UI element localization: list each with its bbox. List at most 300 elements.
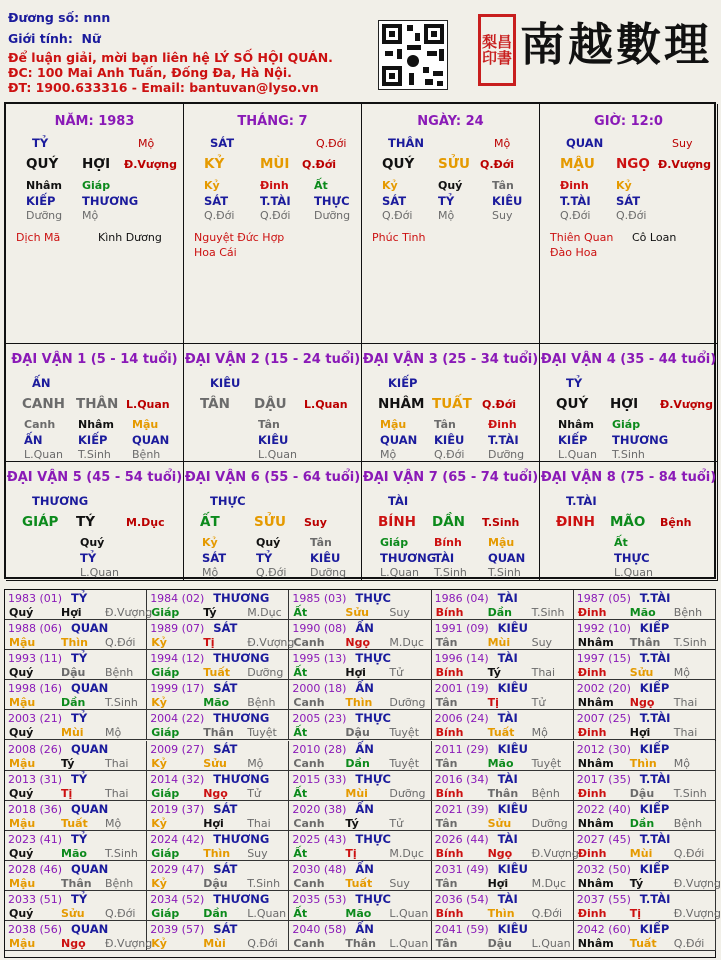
year-branch: Mùi xyxy=(61,726,84,740)
year-state: Q.Đới xyxy=(105,636,136,650)
dai-van-hidden-god: QUAN xyxy=(380,433,418,447)
dai-van-hidden-stem: Bính xyxy=(434,536,462,549)
star-1: Phúc Tinh xyxy=(372,231,426,244)
logo-text: 南越數理 xyxy=(520,18,713,71)
year-cell[interactable] xyxy=(289,620,431,650)
year-branch: Ngọ xyxy=(203,786,228,800)
year-god: KIẾP xyxy=(639,621,670,636)
hidden-stem: Quý xyxy=(438,179,463,192)
year-state: Thai xyxy=(531,666,556,680)
dai-van-branch: SỬU xyxy=(254,514,286,530)
year-cell[interactable] xyxy=(147,741,289,771)
year-branch: Dần xyxy=(629,816,655,830)
pillar-3 xyxy=(362,104,540,344)
dai-van-hidden-stem: Tân xyxy=(310,536,332,549)
year-cell[interactable] xyxy=(289,680,431,710)
year-god: TỶ xyxy=(71,711,88,726)
year-branch: Thân xyxy=(629,636,661,650)
year-state: Thai xyxy=(673,696,698,710)
year-state: Dưỡng xyxy=(247,666,284,680)
dai-van-7 xyxy=(362,462,540,581)
year-stem: Giáp xyxy=(151,907,180,920)
year-label: 2027 (45) xyxy=(576,832,631,846)
year-cell[interactable] xyxy=(289,650,431,680)
year-cell[interactable] xyxy=(432,801,574,831)
year-cell[interactable] xyxy=(5,861,147,891)
year-cell[interactable] xyxy=(432,771,574,801)
year-cell[interactable] xyxy=(5,741,147,771)
year-state: Q.Đới xyxy=(105,907,136,920)
year-cell[interactable] xyxy=(432,861,574,891)
dai-van-title: ĐẠI VẬN 5 (45 - 54 tuổi) xyxy=(6,470,183,485)
year-cell[interactable] xyxy=(5,680,147,710)
year-stem: Mậu xyxy=(9,876,36,890)
year-cell[interactable] xyxy=(574,921,716,951)
year-god: SÁT xyxy=(213,922,238,937)
hidden-stem: Giáp xyxy=(82,179,111,192)
dai-van-hidden-state: Mộ xyxy=(380,448,397,461)
year-stem: Kỷ xyxy=(151,876,167,890)
year-stem: Bính xyxy=(435,606,464,619)
pillar-stem-state: Mộ xyxy=(494,137,511,150)
hidden-god: SÁT xyxy=(204,194,229,208)
year-god: T.TÀI xyxy=(639,591,671,605)
year-cell[interactable] xyxy=(289,861,431,891)
year-god: KIÊU xyxy=(497,922,528,937)
year-label: 1990 (08) xyxy=(292,622,347,636)
dai-van-4 xyxy=(540,344,718,462)
year-branch: Thìn xyxy=(487,907,515,920)
year-state: Dưỡng xyxy=(531,816,568,830)
year-god: KIÊU xyxy=(497,801,528,816)
year-god: ẤN xyxy=(355,621,374,636)
dai-van-hidden-stem: Giáp xyxy=(380,536,409,549)
year-branch: Dần xyxy=(345,756,370,770)
year-cell[interactable] xyxy=(147,921,289,951)
year-stem: Quý xyxy=(9,726,34,740)
year-cell[interactable] xyxy=(574,741,716,771)
year-label: 2013 (31) xyxy=(8,772,63,786)
year-label: 2025 (43) xyxy=(292,832,347,846)
year-stem: Đinh xyxy=(577,846,607,860)
year-cell[interactable] xyxy=(147,831,289,861)
pillar-branch: HỢI xyxy=(82,156,111,172)
year-label: 2024 (42) xyxy=(150,832,205,846)
pillar-title: NGÀY: 24 xyxy=(417,114,484,129)
year-god: THƯƠNG xyxy=(213,591,270,605)
address-text: ĐC: 100 Mai Anh Tuấn, Đống Đa, Hà Nội. xyxy=(8,65,292,80)
dai-van-hidden-stem: Tân xyxy=(258,418,280,431)
hidden-god: THỰC xyxy=(314,194,350,208)
year-label: 1991 (09) xyxy=(434,622,489,636)
dai-van-hidden-stem: Mậu xyxy=(380,418,407,431)
dai-van-stem: BÍNH xyxy=(378,514,416,530)
year-state: Thai xyxy=(247,816,271,830)
year-cell[interactable] xyxy=(289,710,431,740)
year-branch: Ngọ xyxy=(61,937,86,951)
year-stem: Giáp xyxy=(151,846,180,860)
year-god: QUAN xyxy=(71,741,109,756)
year-state: Thai xyxy=(105,756,129,770)
dai-van-hidden-god: TÀI xyxy=(434,551,455,565)
year-state: M.Dục xyxy=(247,606,282,619)
year-cell[interactable] xyxy=(574,831,716,861)
year-stem: Kỷ xyxy=(151,816,167,830)
dai-van-8 xyxy=(540,462,718,581)
dai-van-god: T.TÀI xyxy=(566,494,597,508)
year-god: TÀI xyxy=(497,591,518,605)
year-cell[interactable] xyxy=(574,620,716,650)
year-label: 2041 (59) xyxy=(434,923,489,937)
hidden-state: Suy xyxy=(492,209,513,222)
dai-van-title: ĐẠI VẬN 2 (15 - 24 tuổi) xyxy=(184,352,361,367)
pillar-stem-god: QUAN xyxy=(566,136,604,150)
year-god: THỰC xyxy=(355,651,391,666)
dai-van-hidden-state: T.Sinh xyxy=(612,448,645,461)
year-cell[interactable] xyxy=(289,891,431,921)
pillars-grid xyxy=(4,102,716,579)
name-label: Đương số: nnn xyxy=(8,10,111,25)
year-state: Thai xyxy=(673,726,698,740)
year-god: KIẾP xyxy=(639,741,670,756)
year-label: 1984 (02) xyxy=(150,592,205,605)
star-1: Dịch Mã xyxy=(16,231,61,244)
year-branch: Mùi xyxy=(345,786,368,800)
pillar-branch: NGỌ xyxy=(616,156,650,172)
year-cell[interactable] xyxy=(574,891,721,921)
year-cell[interactable] xyxy=(147,891,289,921)
dai-van-hidden-state: L.Quan xyxy=(258,448,297,461)
year-state: Bệnh xyxy=(531,786,560,800)
dai-van-god: KIẾP xyxy=(388,376,418,390)
year-label: 1995 (13) xyxy=(292,652,347,666)
year-cell[interactable] xyxy=(147,590,289,620)
dai-van-hidden-state: T.Sinh xyxy=(78,448,111,461)
year-cell[interactable] xyxy=(147,680,289,710)
year-cell[interactable] xyxy=(289,801,431,831)
year-god: THỰC xyxy=(355,711,391,726)
dai-van-hidden-god: THƯƠNG xyxy=(612,433,669,447)
year-branch: Hợi xyxy=(61,606,82,619)
dai-van-stem: NHÂM xyxy=(378,396,425,412)
year-cell[interactable] xyxy=(5,650,147,680)
hidden-stem: Kỷ xyxy=(616,179,632,192)
year-stem: Mậu xyxy=(9,816,36,830)
year-label: 2007 (25) xyxy=(576,712,631,726)
dai-van-hidden-stem: Nhâm xyxy=(78,418,114,431)
dai-van-title: ĐẠI VẬN 4 (35 - 44 tuổi) xyxy=(540,352,717,367)
year-state: Đ.Vượng xyxy=(105,606,153,619)
year-stem: Canh xyxy=(293,636,325,650)
pillar-branch-status: Q.Đới xyxy=(302,158,337,171)
dai-van-hidden-state: Dưỡng xyxy=(310,566,347,579)
pillar-stem: QUÝ xyxy=(26,156,59,172)
year-cell[interactable] xyxy=(5,891,147,921)
year-god: QUAN xyxy=(71,621,109,636)
year-cell[interactable] xyxy=(147,710,289,740)
year-branch: Sửu xyxy=(345,606,369,619)
pillar-branch-status: Q.Đới xyxy=(480,158,515,171)
dai-van-title: ĐẠI VẬN 7 (65 - 74 tuổi) xyxy=(362,470,539,485)
year-label: 1997 (15) xyxy=(576,652,631,666)
year-stem: Giáp xyxy=(151,726,180,740)
year-cell[interactable] xyxy=(5,921,153,951)
yearly-luck-table xyxy=(4,589,721,958)
year-cell[interactable] xyxy=(574,801,716,831)
year-label: 2023 (41) xyxy=(8,832,63,846)
hidden-stem: Kỷ xyxy=(382,179,398,192)
year-cell[interactable] xyxy=(289,741,431,771)
year-stem: Giáp xyxy=(151,606,180,619)
year-cell[interactable] xyxy=(432,680,574,710)
year-branch: Thân xyxy=(61,876,92,890)
year-branch: Dậu xyxy=(487,937,512,951)
year-branch: Mùi xyxy=(487,636,511,650)
qr-code-icon[interactable] xyxy=(378,20,448,90)
year-label: 2039 (57) xyxy=(150,923,205,937)
year-branch: Mão xyxy=(487,756,514,770)
dai-van-stem: QUÝ xyxy=(556,396,589,412)
dai-van-hidden-god: T.TÀI xyxy=(488,433,519,447)
year-label: 1988 (06) xyxy=(8,622,63,636)
year-god: TÀI xyxy=(497,651,518,666)
year-state: M.Dục xyxy=(531,876,567,890)
year-cell[interactable] xyxy=(5,590,153,620)
year-state: Tuyệt xyxy=(247,726,277,740)
year-branch: Ngọ xyxy=(629,696,655,710)
year-cell[interactable] xyxy=(5,620,147,650)
year-label: 1994 (12) xyxy=(150,652,205,666)
year-stem: Nhâm xyxy=(577,696,614,710)
dai-van-hidden-state: Q.Đới xyxy=(256,566,287,579)
hidden-state: Q.Đới xyxy=(616,209,647,222)
year-god: ẤN xyxy=(355,741,374,756)
year-cell[interactable] xyxy=(574,590,716,620)
dai-van-god: THỰC xyxy=(210,494,246,508)
year-cell[interactable] xyxy=(574,710,716,740)
pillar-stem-god: SÁT xyxy=(210,136,235,150)
year-cell[interactable] xyxy=(432,921,574,951)
year-god: TỶ xyxy=(71,892,88,906)
dai-van-hidden-stem: Nhâm xyxy=(558,418,594,431)
year-cell[interactable] xyxy=(147,650,289,680)
year-cell[interactable] xyxy=(289,831,431,861)
star-1: Nguyệt Đức Hợp xyxy=(194,231,285,244)
year-branch: Mão xyxy=(203,696,230,710)
dai-van-hidden-stem: Mậu xyxy=(488,536,515,549)
year-god: QUAN xyxy=(71,922,109,937)
year-cell[interactable] xyxy=(5,801,147,831)
year-god: TỶ xyxy=(71,591,88,605)
year-cell[interactable] xyxy=(432,831,579,861)
dai-van-hidden-state: L.Quan xyxy=(380,566,419,579)
year-stem: Nhâm xyxy=(577,636,614,650)
dai-van-6 xyxy=(184,462,362,581)
year-branch: Ngọ xyxy=(487,846,513,860)
year-state: Đ.Vượng xyxy=(105,937,153,951)
year-stem: Mậu xyxy=(9,937,36,951)
dai-van-god: THƯƠNG xyxy=(32,494,89,508)
dai-van-hidden-stem: Mậu xyxy=(132,418,159,431)
year-cell[interactable] xyxy=(432,620,574,650)
year-cell[interactable] xyxy=(574,861,721,891)
year-state: Mộ xyxy=(247,756,264,770)
dai-van-stem: ĐINH xyxy=(556,514,595,530)
year-stem: Kỷ xyxy=(151,937,167,951)
pillar-branch: SỬU xyxy=(438,156,470,172)
year-state: Đ.Vượng xyxy=(673,907,721,920)
pillar-branch-status: Đ.Vượng xyxy=(658,158,712,171)
year-cell[interactable] xyxy=(147,801,289,831)
year-stem: Giáp xyxy=(151,666,180,680)
year-state: Thai xyxy=(105,786,129,800)
year-label: 2042 (60) xyxy=(576,923,631,937)
year-god: THỰC xyxy=(355,831,391,846)
hidden-stem: Đinh xyxy=(260,179,289,192)
year-god: T.TÀI xyxy=(639,771,671,786)
year-branch: Tuất xyxy=(487,726,515,740)
year-label: 1986 (04) xyxy=(434,592,489,605)
year-stem: Nhâm xyxy=(577,876,614,890)
year-state: L.Quan xyxy=(531,937,571,951)
year-cell[interactable] xyxy=(432,741,574,771)
year-state: Suy xyxy=(389,606,410,619)
year-branch: Sửu xyxy=(203,756,227,770)
year-label: 2014 (32) xyxy=(150,772,205,786)
year-state: Tuyệt xyxy=(531,756,562,770)
year-stem: Kỷ xyxy=(151,696,167,710)
year-god: T.TÀI xyxy=(639,831,671,846)
dai-van-hidden-god: KIÊU xyxy=(434,433,465,447)
year-cell[interactable] xyxy=(432,891,574,921)
year-branch: Sửu xyxy=(487,816,512,830)
year-label: 2029 (47) xyxy=(150,862,205,876)
year-label: 2004 (22) xyxy=(150,712,205,726)
year-cell[interactable] xyxy=(432,710,574,740)
year-state: Mộ xyxy=(531,726,548,740)
year-stem: Quý xyxy=(9,606,34,619)
year-god: THỰC xyxy=(355,591,391,605)
year-label: 2026 (44) xyxy=(434,832,489,846)
year-label: 2019 (37) xyxy=(150,802,205,816)
year-stem: Bính xyxy=(435,726,464,740)
year-god: T.TÀI xyxy=(639,711,671,726)
year-stem: Tân xyxy=(435,636,458,650)
dai-van-hidden-god: KIÊU xyxy=(258,433,289,447)
year-cell[interactable] xyxy=(289,921,431,951)
star-2: Cô Loan xyxy=(632,231,677,244)
dai-van-hidden-god: SÁT xyxy=(202,551,227,565)
year-cell[interactable] xyxy=(147,861,289,891)
year-god: SÁT xyxy=(213,681,238,696)
year-cell[interactable] xyxy=(147,771,289,801)
dai-van-god: TÀI xyxy=(388,494,409,508)
year-cell[interactable] xyxy=(289,590,431,620)
hidden-state: Dưỡng xyxy=(26,209,63,222)
pillar-4 xyxy=(540,104,718,344)
year-god: KIẾP xyxy=(639,861,670,876)
year-branch: Tuất xyxy=(345,876,373,890)
year-label: 2010 (28) xyxy=(292,742,347,756)
year-label: 1998 (16) xyxy=(8,682,63,696)
year-stem: Nhâm xyxy=(577,756,614,770)
dai-van-stem: CANH xyxy=(22,396,65,412)
star-2: Kình Dương xyxy=(98,231,162,244)
hidden-god: KIẾP xyxy=(26,194,56,208)
year-stem: Tân xyxy=(435,696,458,710)
year-label: 2031 (49) xyxy=(434,862,489,876)
dai-van-branch: TUẤT xyxy=(432,396,472,412)
dai-van-branch: HỢI xyxy=(610,396,639,412)
year-state: Dưỡng xyxy=(389,786,426,800)
year-cell[interactable] xyxy=(5,710,147,740)
phone-email-text[interactable]: ĐT: 1900.633316 - Email: bantuvan@lyso.vn xyxy=(8,80,319,95)
year-god: KIÊU xyxy=(497,861,528,876)
year-branch: Tý xyxy=(203,606,217,619)
year-stem: Quý xyxy=(9,907,34,920)
year-god: TÀI xyxy=(497,831,518,846)
year-label: 2037 (55) xyxy=(576,893,631,906)
year-stem: Ất xyxy=(293,606,308,619)
year-cell[interactable] xyxy=(432,650,574,680)
dai-van-5 xyxy=(6,462,184,581)
year-state: Mộ xyxy=(105,726,122,740)
year-stem: Đinh xyxy=(577,666,607,680)
year-cell[interactable] xyxy=(432,590,574,620)
year-label: 2000 (18) xyxy=(292,682,347,696)
dai-van-hidden-state: L.Quan xyxy=(80,566,119,579)
year-state: Q.Đới xyxy=(673,937,705,951)
pillar-title: THÁNG: 7 xyxy=(237,114,308,129)
year-branch: Thân xyxy=(345,937,376,951)
year-god: TÀI xyxy=(497,771,518,786)
pillar-1 xyxy=(6,104,184,344)
year-stem: Tân xyxy=(435,937,458,951)
year-stem: Ất xyxy=(293,907,308,920)
hidden-state: Dưỡng xyxy=(314,209,351,222)
year-stem: Đinh xyxy=(577,907,607,920)
year-label: 1999 (17) xyxy=(150,682,205,696)
year-cell[interactable] xyxy=(147,620,295,650)
year-stem: Quý xyxy=(9,666,34,680)
year-cell[interactable] xyxy=(5,831,147,861)
pillar-stem-state: Suy xyxy=(672,137,693,150)
year-stem: Bính xyxy=(435,846,464,860)
pillar-stem: KỶ xyxy=(204,156,225,172)
year-cell[interactable] xyxy=(5,771,147,801)
pillar-branch: MÙI xyxy=(260,156,290,172)
year-cell[interactable] xyxy=(574,650,716,680)
year-cell[interactable] xyxy=(574,771,716,801)
dai-van-hidden-god: KIẾP xyxy=(78,433,108,447)
year-branch: Sửu xyxy=(61,907,85,920)
year-stem: Ất xyxy=(293,726,308,740)
dai-van-hidden-stem: Tân xyxy=(434,418,456,431)
dai-van-stem: TÂN xyxy=(200,396,230,412)
star-1: Thiên Quan xyxy=(550,231,614,244)
year-state: Suy xyxy=(247,846,268,860)
year-cell[interactable] xyxy=(574,680,716,710)
year-branch: Thìn xyxy=(203,846,231,860)
year-state: Tử xyxy=(247,786,261,800)
year-state: Q.Đới xyxy=(247,937,278,951)
year-god: SÁT xyxy=(213,741,238,756)
dai-van-branch: MÃO xyxy=(610,514,646,530)
year-branch: Dậu xyxy=(629,786,655,800)
year-branch: Thìn xyxy=(345,696,373,710)
year-cell[interactable] xyxy=(289,771,431,801)
pillar-2 xyxy=(184,104,362,344)
